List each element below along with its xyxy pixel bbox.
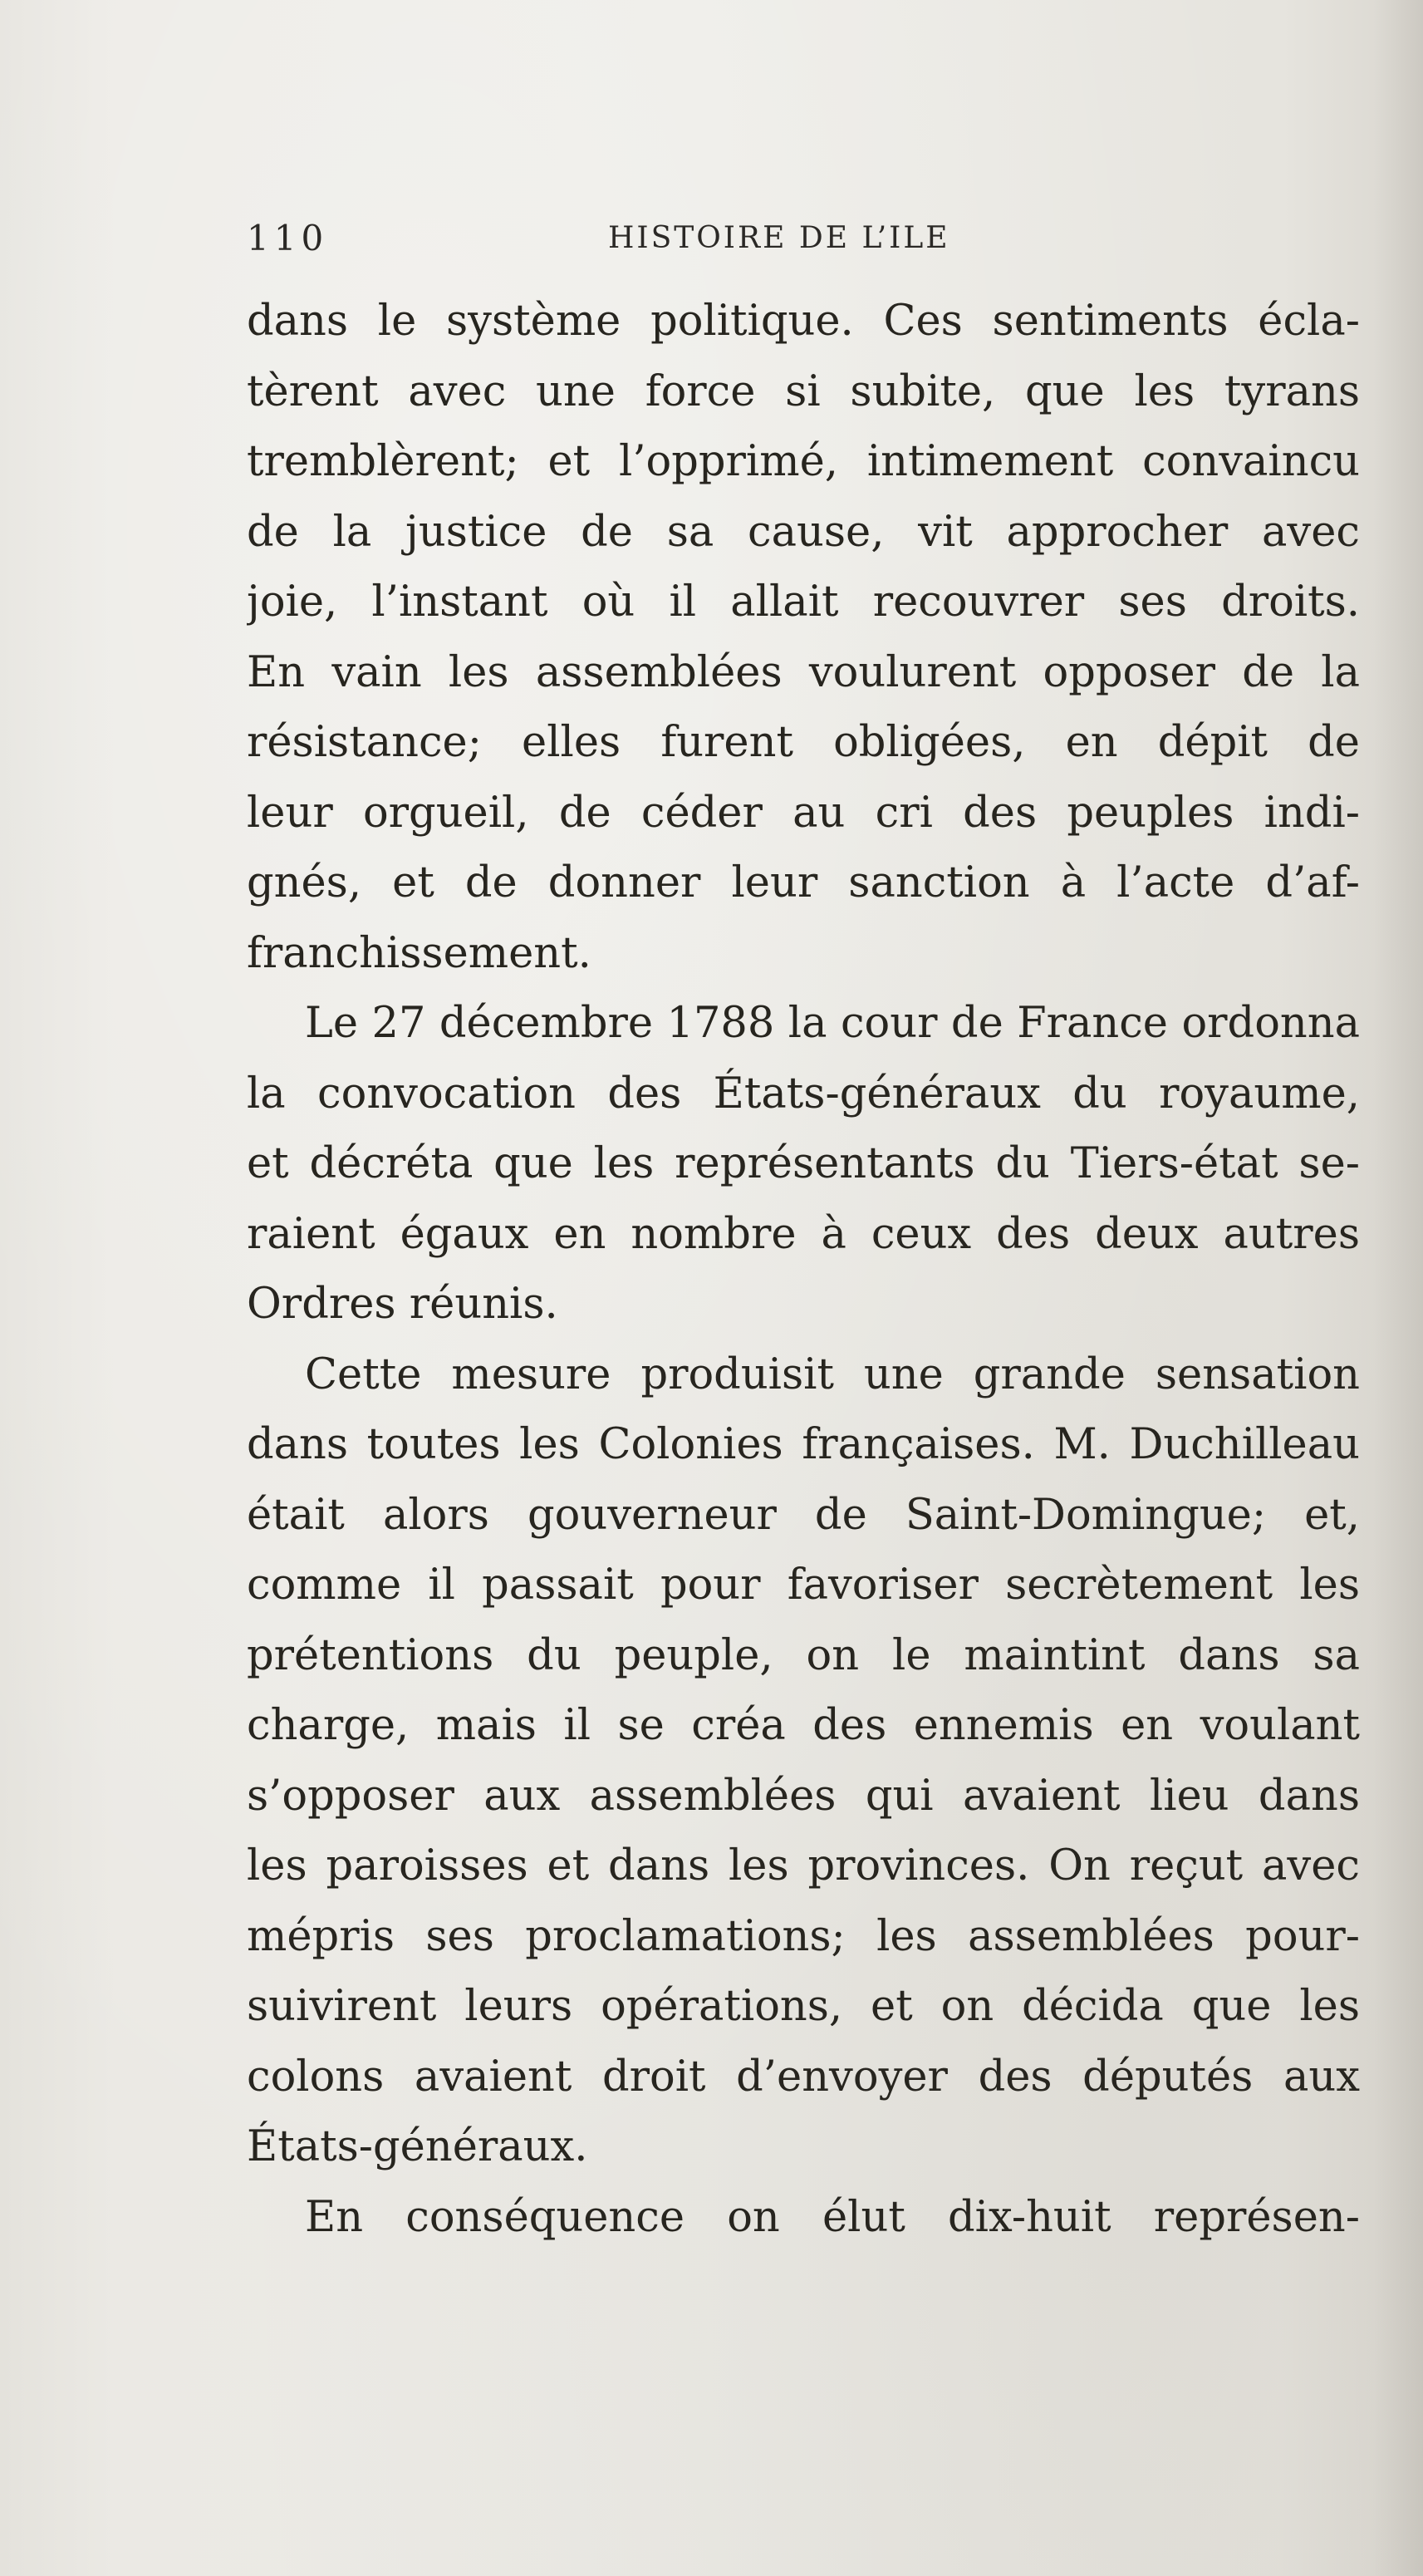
text-line: et décréta que les représentants du Tiers-état se- [247,1139,1360,1188]
text-line: En vain les assemblées voulurent opposer de la [247,647,1360,697]
page-edge-shadow [1373,0,1423,2576]
text-line: s’opposer aux assemblées qui avaient lieu dans [247,1771,1360,1821]
page-number: 110 [247,218,329,258]
body-text [247,287,1360,2253]
text-line: franchissement. [247,928,591,978]
text-line: tremblèrent; et l’opprimé, intimement convaincu [247,437,1360,486]
text-line: résistance; elles furent obligées, en dépit de [247,718,1360,767]
text-line: Cette mesure produisit une grande sensation [305,1349,1360,1399]
running-title: HISTOIRE DE L’ILE [608,221,950,255]
text-line: la convocation des États-généraux du royaume, [247,1069,1360,1118]
text-line: Le 27 décembre 1788 la cour de France ordonna [305,999,1360,1048]
text-line: dans toutes les Colonies françaises. M. Duchilleau [247,1420,1360,1469]
text-line: En conséquence on élut dix-huit représen- [305,2192,1360,2242]
text-line: prétentions du peuple, on le maintint dans sa [247,1630,1360,1680]
text-line: Ordres réunis. [247,1280,558,1329]
text-line: joie, l’instant où il allait recouvrer ses droits. [247,578,1360,627]
text-line: de la justice de sa cause, vit approcher avec [247,507,1360,557]
text-line: dans le système politique. Ces sentiments écla- [247,297,1360,346]
text-line: comme il passait pour favoriser secrètement les [247,1561,1360,1610]
text-line: raient égaux en nombre à ceux des deux autres [247,1209,1360,1259]
text-line: suivirent leurs opérations, et on décida que les [247,1982,1360,2031]
text-line: leur orgueil, de céder au cri des peuples indi- [247,788,1360,838]
text-line: États-généraux. [247,2122,588,2171]
text-line: mépris ses proclamations; les assemblées pour- [247,1911,1360,1961]
text-line: les paroisses et dans les provinces. On reçut avec [247,1841,1360,1890]
text-line: charge, mais il se créa des ennemis en voulant [247,1701,1360,1750]
running-head [247,218,1360,268]
text-line: gnés, et de donner leur sanction à l’acte d’af- [247,858,1360,907]
text-line: tèrent avec une force si subite, que les tyrans [247,366,1360,416]
text-line: colons avaient droit d’envoyer des députés aux [247,2052,1360,2102]
text-line: était alors gouverneur de Saint-Domingue; et, [247,1490,1360,1540]
